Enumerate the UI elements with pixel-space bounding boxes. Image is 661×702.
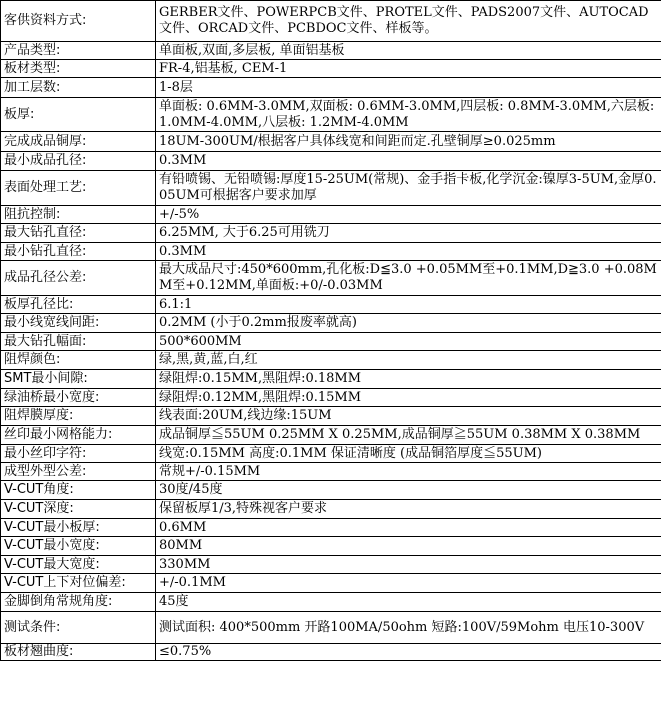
table-row: [1, 500, 661, 519]
row-label: SMT最小间隙:: [1, 370, 156, 389]
table-row: [1, 132, 661, 152]
row-value: 6.25MM, 大于6.25可用铣刀: [156, 224, 661, 243]
row-label: 板材类型:: [1, 60, 156, 78]
row-label: 最小丝印字符:: [1, 445, 156, 463]
table-row: [1, 333, 661, 351]
table-row: [1, 481, 661, 500]
table-row: [1, 519, 661, 537]
row-label: 最大钻孔幅面:: [1, 333, 156, 351]
table-row: [1, 261, 661, 296]
table-row: [1, 426, 661, 445]
table-row: [1, 206, 661, 224]
row-label: 最小成品孔径:: [1, 152, 156, 171]
row-value: 线宽:0.15MM 高度:0.1MM 保证清晰度 (成品铜箔厚度≦55UM): [156, 445, 661, 463]
row-label: 丝印最小网格能力:: [1, 426, 156, 445]
row-label: 最大钻孔直径:: [1, 224, 156, 243]
row-label: 成型外型公差:: [1, 463, 156, 481]
row-value: 成品铜厚≦55UM 0.25MM X 0.25MM,成品铜厚≧55UM 0.38MM X 0.38MM: [156, 426, 661, 445]
row-value: 30度/45度: [156, 481, 661, 500]
table-row: [1, 389, 661, 407]
row-label: V-CUT深度:: [1, 500, 156, 519]
table-row: [1, 243, 661, 261]
row-value: 单面板: 0.6MM-3.0MM,双面板: 0.6MM-3.0MM,四层板: 0.8MM-3.0MM,六层板: 1.0MM-4.0MM,八层板: 1.2MM-4.0MM: [156, 98, 661, 132]
row-label: 最小线宽线间距:: [1, 314, 156, 333]
row-label: 测试条件:: [1, 612, 156, 644]
row-label: 产品类型:: [1, 42, 156, 60]
row-value: 常规+/-0.15MM: [156, 463, 661, 481]
row-label: 阻焊颜色:: [1, 351, 156, 370]
row-value: 有铅喷锡、无铅喷锡:厚度15-25UM(常规)、金手指卡板,化学沉金:镍厚3-5UM,金厚0.05UM可根据客户要求加厚: [156, 171, 661, 206]
row-label: 成品孔径公差:: [1, 261, 156, 296]
row-label: V-CUT最小板厚:: [1, 519, 156, 537]
table-row: [1, 612, 661, 644]
table-row: [1, 224, 661, 243]
row-value: +/-0.1MM: [156, 574, 661, 593]
table-row: [1, 407, 661, 426]
table-row: [1, 152, 661, 171]
row-value: 1-8层: [156, 78, 661, 98]
row-value: 6.1:1: [156, 296, 661, 314]
table-row: [1, 1, 661, 42]
row-label: 最小钻孔直径:: [1, 243, 156, 261]
row-value: 绿阻焊:0.12MM,黑阻焊:0.15MM: [156, 389, 661, 407]
row-value: 0.3MM: [156, 152, 661, 171]
row-value: 单面板,双面,多层板, 单面铝基板: [156, 42, 661, 60]
row-value: 0.3MM: [156, 243, 661, 261]
row-label: 板厚孔径比:: [1, 296, 156, 314]
table-row: [1, 537, 661, 556]
table-row: [1, 463, 661, 481]
row-value: ≤0.75%: [156, 644, 661, 661]
row-label: 阻焊膜厚度:: [1, 407, 156, 426]
row-label: 金脚倒角常规角度:: [1, 593, 156, 612]
row-label: 加工层数:: [1, 78, 156, 98]
row-value: 0.6MM: [156, 519, 661, 537]
row-value: 绿,黑,黄,蓝,白,红: [156, 351, 661, 370]
row-value: FR-4,铝基板, CEM-1: [156, 60, 661, 78]
table-row: [1, 445, 661, 463]
table-row: [1, 574, 661, 593]
table-row: [1, 98, 661, 132]
row-value: 线表面:20UM,线边缘:15UM: [156, 407, 661, 426]
row-label: 板厚:: [1, 98, 156, 132]
row-label: 客供资料方式:: [1, 1, 156, 42]
table-row: [1, 644, 661, 661]
row-label: V-CUT上下对位偏差:: [1, 574, 156, 593]
row-value: 80MM: [156, 537, 661, 556]
row-value: 18UM-300UM/根据客户具体线宽和间距而定.孔壁铜厚≥0.025mm: [156, 132, 661, 152]
row-label: 绿油桥最小宽度:: [1, 389, 156, 407]
table-row: [1, 593, 661, 612]
row-value: 最大成品尺寸:450*600mm,孔化板:D≦3.0 +0.05MM至+0.1MM,D≧3.0 +0.08MM至+0.12MM,单面板:+0/-0.03MM: [156, 261, 661, 296]
row-value: 500*600MM: [156, 333, 661, 351]
table-row: [1, 42, 661, 60]
table-row: [1, 351, 661, 370]
row-label: 完成成品铜厚:: [1, 132, 156, 152]
row-value: 测试面积: 400*500mm 开路100MA/50ohm 短路:100V/59Mohm 电压10-300V: [156, 612, 661, 644]
row-label: V-CUT最小宽度:: [1, 537, 156, 556]
row-label: 板材翘曲度:: [1, 644, 156, 661]
row-value: 45度: [156, 593, 661, 612]
table-row: [1, 60, 661, 78]
row-value: GERBER文件、POWERPCB文件、PROTEL文件、PADS2007文件、AUTOCAD文件、ORCAD文件、PCBDOC文件、样板等。: [156, 1, 661, 42]
row-value: 绿阻焊:0.15MM,黑阻焊:0.18MM: [156, 370, 661, 389]
row-value: 保留板厚1/3,特殊视客户要求: [156, 500, 661, 519]
row-value: 0.2MM (小于0.2mm报废率就高): [156, 314, 661, 333]
row-label: V-CUT最大宽度:: [1, 556, 156, 574]
row-label: 阻抗控制:: [1, 206, 156, 224]
table-row: [1, 556, 661, 574]
table-row: [1, 78, 661, 98]
row-value: 330MM: [156, 556, 661, 574]
row-value: +/-5%: [156, 206, 661, 224]
table-row: [1, 296, 661, 314]
row-label: V-CUT角度:: [1, 481, 156, 500]
table-row: [1, 171, 661, 206]
table-row: [1, 370, 661, 389]
table-row: [1, 314, 661, 333]
row-label: 表面处理工艺:: [1, 171, 156, 206]
